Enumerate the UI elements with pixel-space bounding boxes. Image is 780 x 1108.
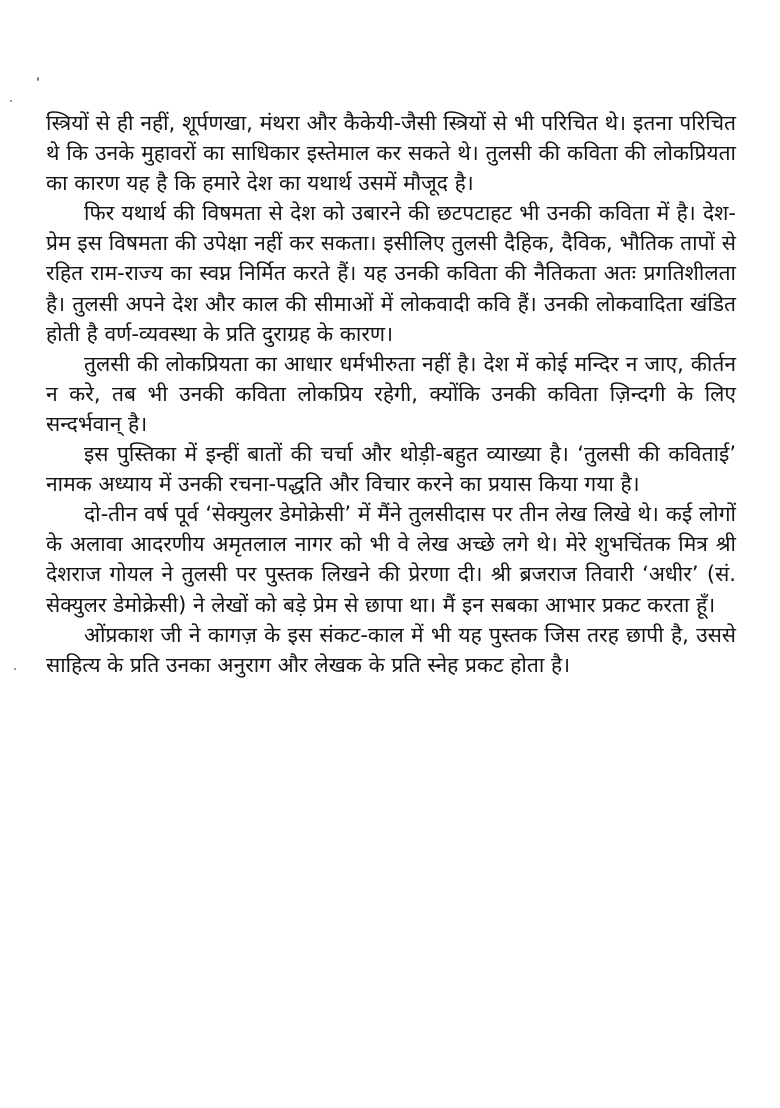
paragraph: तुलसी की लोकप्रियता का आधार धर्मभीरुता नहीं है। देश में कोई मन्दिर न जाए, कीर्तन न करे, तब भी उनकी कविता लोकप्रिय रहेगी, क्योंकि उनकी कविता ज़िन्दगी के लिए सन्दर्भवान् है। bbox=[46, 351, 736, 436]
paragraph: फिर यथार्थ की विषमता से देश को उबारने की छटपटाहट भी उनकी कविता में है। देश-प्रेम इस विषमता की उपेक्षा नहीं कर सकता। इसीलिए तुलसी दैहिक, दैविक, भौतिक तापों से रहित राम-राज्य का स्वप्न निर्मित करते हैं। यह उनकी कविता की नैतिकता अतः प्रगतिशीलता है। तुलसी अपने देश और काल की सीमाओं में लोकवादी कवि हैं। उनकी लोकवादिता खंडित होती है वर्ण-व्यवस्था के प्रति दुराग्रह के कारण। bbox=[46, 201, 736, 346]
paragraph: इस पुस्तिका में इन्हीं बातों की चर्चा और थोड़ी-बहुत व्याख्या है। ‘तुलसी की कविताई’ नामक अध्याय में उनकी रचना-पद्धति और विचार करने का प्रयास किया गया है। bbox=[46, 442, 736, 497]
body-text bbox=[46, 108, 736, 680]
scan-speck bbox=[14, 668, 16, 670]
paragraph: ओंप्रकाश जी ने कागज़ के इस संकट-काल में भी यह पुस्तक जिस तरह छापी है, उससे साहित्य के प्रति उनका अनुराग और लेखक के प्रति स्नेह प्रकट होता है। bbox=[46, 622, 736, 677]
paragraph: दो-तीन वर्ष पूर्व ‘सेक्युलर डेमोक्रेसी’ में मैंने तुलसीदास पर तीन लेख लिखे थे। कई लोगों के अलावा आदरणीय अमृतलाल नागर को भी वे लेख अच्छे लगे थे। मेरे शुभचिंतक मित्र श्री देशराज गोयल ने तुलसी पर पुस्तक लिखने की प्रेरणा दी। श्री ब्रजराज तिवारी ‘अधीर’ (सं. सेक्युलर डेमोक्रेसी) ने लेखों को बड़े प्रेम से छापा था। मैं इन सबका आभार प्रकट करता हूँ। bbox=[46, 502, 736, 617]
scan-speck bbox=[10, 100, 12, 102]
paragraph: स्त्रियों से ही नहीं, शूर्पणखा, मंथरा और कैकेयी-जैसी स्त्रियों से भी परिचित थे। इतना परिचित थे कि उनके मुहावरों का साधिकार इस्तेमाल कर सकते थे। तुलसी की कविता की लोकप्रियता का कारण यह है कि हमारे देश का यथार्थ उसमें मौजूद है। bbox=[46, 111, 736, 196]
scan-speck bbox=[37, 77, 39, 81]
